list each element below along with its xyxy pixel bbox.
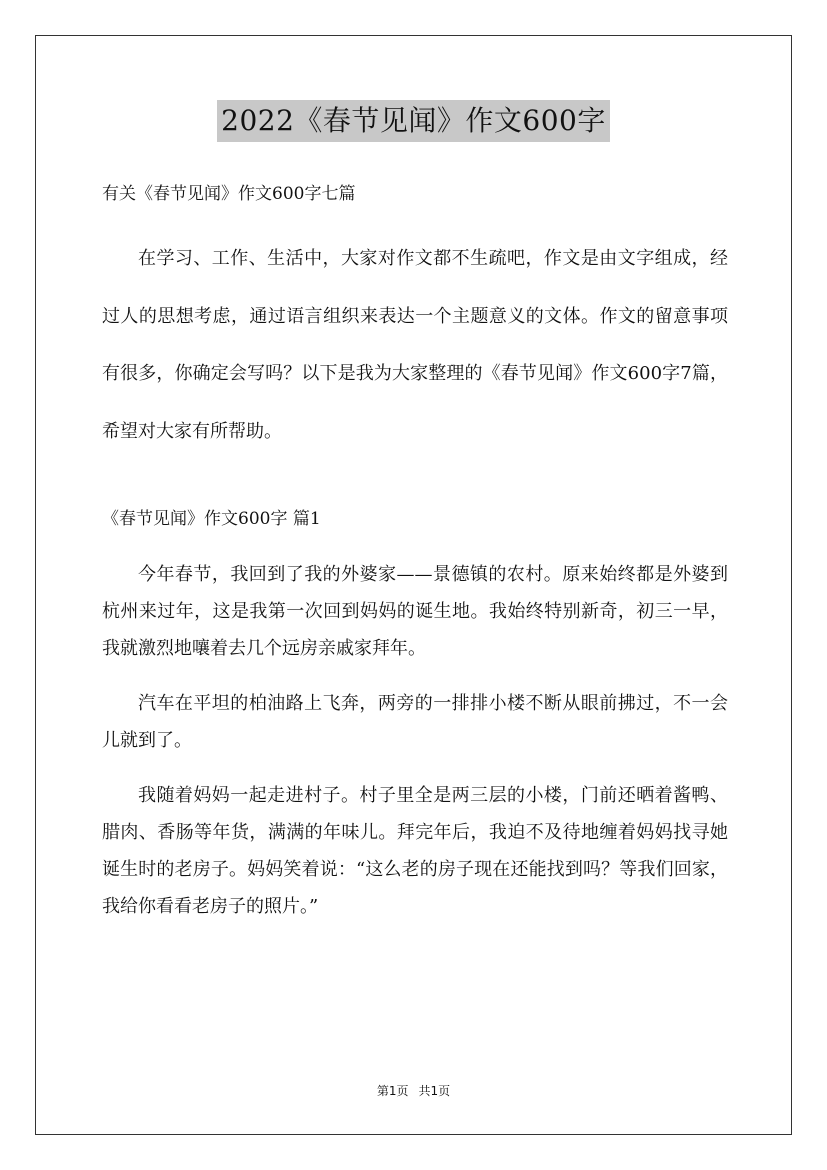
body-paragraph: 我随着妈妈一起走进村子。村子里全是两三层的小楼，门前还晒着酱鸭、腊肉、香肠等年货，满满的年味儿。拜完年后，我迫不及待地缠着妈妈找寻她诞生时的老房子。妈妈笑着说：“这么老的房子现在还能找到吗？等我们回家，我给你看看老房子的照片。” [102, 785, 728, 917]
document-subtitle: 有关《春节见闻》作文600字七篇 [102, 184, 356, 204]
section-heading: 《春节见闻》作文600字 篇1 [102, 509, 321, 529]
intro-paragraph: 在学习、工作、生活中，大家对作文都不生疏吧，作文是由文字组成，经过人的思想考虑，通过语言组织来表达一个主题意义的文体。作文的留意事项有很多，你确定会写吗？以下是我为大家整理的《春节见闻》作文600字7篇，希望对大家有所帮助。 [102, 248, 728, 442]
page-total: 共1页 [418, 1084, 451, 1098]
page-number: 第1页 [376, 1084, 409, 1098]
title-container [0, 100, 827, 142]
page-footer [0, 1082, 827, 1100]
document-title: 2022《春节见闻》作文600字 [217, 100, 610, 142]
intro-section [102, 230, 728, 460]
body-paragraph: 今年春节，我回到了我的外婆家——景德镇的农村。原来始终都是外婆到杭州来过年，这是我第一次回到妈妈的诞生地。我始终特别新奇，初三一早，我就激烈地嚷着去几个远房亲戚家拜年。 [102, 564, 728, 659]
body-paragraph: 汽车在平坦的柏油路上飞奔，两旁的一排排小楼不断从眼前拂过，不一会儿就到了。 [102, 693, 728, 751]
essay-body [102, 556, 728, 943]
